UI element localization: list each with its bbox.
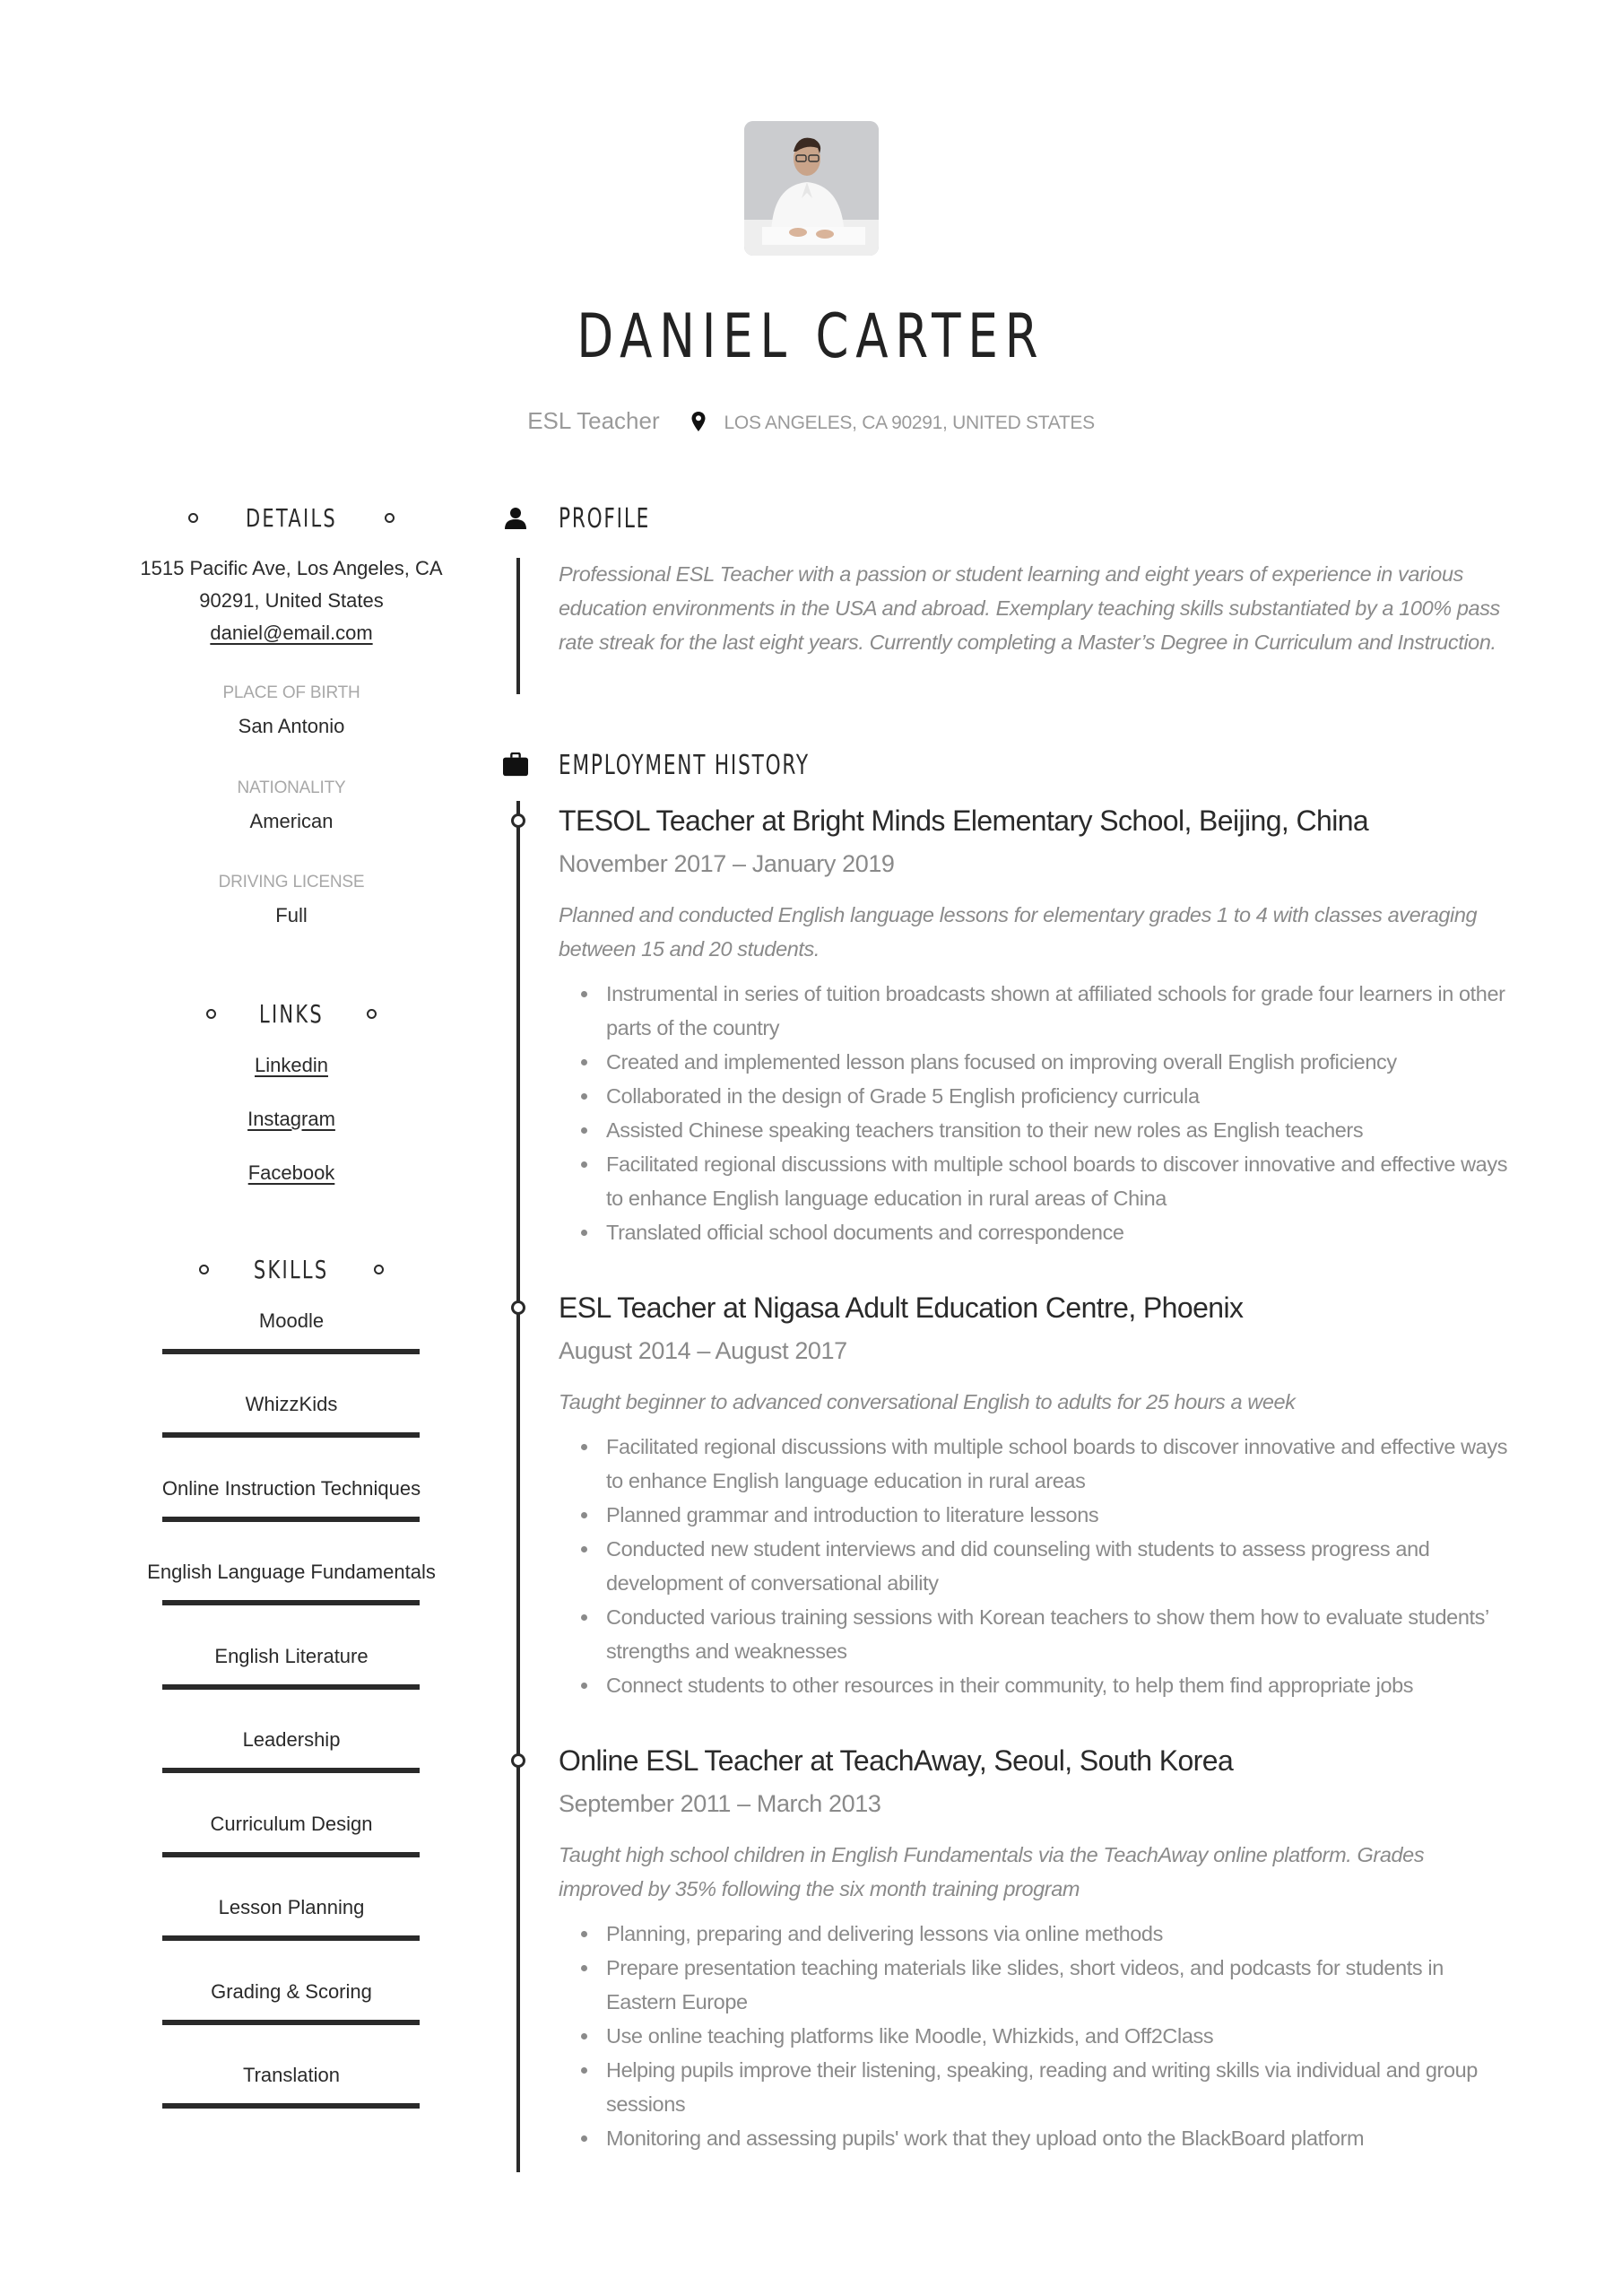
timeline-node bbox=[511, 1300, 525, 1315]
ring-icon bbox=[374, 1265, 384, 1274]
skill-item bbox=[134, 2060, 448, 2091]
detail-value: Full bbox=[275, 904, 308, 926]
skill-item bbox=[134, 1892, 448, 1923]
detail-place-of-birth bbox=[134, 680, 448, 743]
ring-icon bbox=[199, 1265, 209, 1274]
skills-heading: SKILLS bbox=[134, 1251, 448, 1287]
job-title: ESL Teacher at Nigasa Adult Education Centre, Phoenix bbox=[559, 1292, 1244, 1324]
briefcase-icon bbox=[502, 752, 529, 778]
bullet-item: Conducted various training sessions with Korean teachers to show them how to evaluate students’ strengths and weaknesses bbox=[606, 1600, 1509, 1668]
skill-name: Leadership bbox=[242, 1728, 341, 1751]
bullet-item: Monitoring and assessing pupils' work that they upload onto the BlackBoard platform bbox=[606, 2121, 1509, 2155]
portrait-image bbox=[744, 121, 879, 256]
job-entry bbox=[559, 1288, 1509, 1702]
address-line-1: 1515 Pacific Ave, Los Angeles, CA bbox=[140, 557, 443, 579]
profile-photo bbox=[744, 121, 879, 256]
location-pin-icon bbox=[691, 409, 706, 429]
skill-item bbox=[134, 1389, 448, 1420]
bullet-item: Facilitated regional discussions with multiple school boards to discover innovative and effective ways to enhance English language education in rural areas bbox=[606, 1430, 1509, 1498]
bullet-item: Conducted new student interviews and did counseling with students to assess progress and development of conversational ability bbox=[606, 1532, 1509, 1600]
bullet-item: Instrumental in series of tuition broadcasts shown at affiliated schools for grade four learners in other parts of the country bbox=[606, 977, 1509, 1045]
bullet-item: Prepare presentation teaching materials like slides, short videos, and podcasts for students in Eastern Europe bbox=[606, 1951, 1509, 2019]
link-linkedin-row bbox=[134, 1049, 448, 1082]
skill-item bbox=[134, 1725, 448, 1755]
skill-level-bar bbox=[162, 1935, 420, 1941]
job-summary: Taught beginner to advanced conversational English to adults for 25 hours a week bbox=[559, 1390, 1296, 1413]
job-bullets bbox=[559, 1430, 1509, 1702]
skill-item bbox=[134, 1641, 448, 1672]
skill-level-bar bbox=[162, 1768, 420, 1773]
employment-heading: EMPLOYMENT HISTORY bbox=[502, 745, 907, 785]
link-linkedin[interactable]: Linkedin bbox=[255, 1054, 328, 1076]
ring-icon bbox=[367, 1009, 377, 1019]
address-block bbox=[134, 552, 448, 649]
skill-name: Moodle bbox=[258, 1309, 325, 1332]
profile-summary: Professional ESL Teacher with a passion or student learning and eight years of experience in various education environments in the USA and abroad. Exemplary teaching skills substantiated by a 100% pass rate streak for the last eight years. Currently completing a Master’s Degree in Curriculum and Instruction. bbox=[559, 562, 1500, 654]
link-instagram[interactable]: Instagram bbox=[247, 1108, 335, 1130]
skill-level-bar bbox=[162, 2103, 420, 2109]
skill-item bbox=[134, 1977, 448, 2007]
detail-label: PLACE OF BIRTH bbox=[222, 683, 360, 702]
skill-level-bar bbox=[162, 1517, 420, 1522]
job-entry bbox=[559, 801, 1509, 1249]
job-title: ESL Teacher bbox=[527, 407, 660, 434]
job-entry bbox=[559, 1741, 1509, 2155]
skill-level-bar bbox=[162, 1600, 420, 1605]
job-title: TESOL Teacher at Bright Minds Elementary School, Beijing, China bbox=[559, 804, 1369, 837]
skill-item bbox=[134, 1809, 448, 1839]
header-subline bbox=[0, 405, 1622, 439]
skill-name: English Language Fundamentals bbox=[147, 1561, 436, 1583]
profile-heading: PROFILE bbox=[502, 499, 686, 538]
skill-item bbox=[134, 1474, 448, 1504]
skill-item bbox=[134, 1306, 448, 1336]
timeline-node bbox=[511, 1753, 525, 1768]
job-bullets bbox=[559, 1917, 1509, 2155]
bullet-item: Use online teaching platforms like Moodle, Whizkids, and Off2Class bbox=[606, 2019, 1509, 2053]
skill-name: Lesson Planning bbox=[218, 1896, 365, 1918]
skill-name: Translation bbox=[242, 2064, 340, 2086]
job-dates: September 2011 – March 2013 bbox=[559, 1790, 881, 1817]
job-summary: Planned and conducted English language lessons for elementary grades 1 to 4 with classes averaging between 15 and 20 students. bbox=[559, 903, 1478, 961]
candidate-name: DANIEL CARTER bbox=[577, 301, 1045, 372]
person-icon bbox=[502, 505, 529, 532]
bullet-item: Planned grammar and introduction to literature lessons bbox=[606, 1498, 1509, 1532]
skill-level-bar bbox=[162, 1684, 420, 1690]
link-instagram-row bbox=[134, 1103, 448, 1135]
bullet-item: Helping pupils improve their listening, speaking, reading and writing skills via individual and group sessions bbox=[606, 2053, 1509, 2121]
details-heading: DETAILS bbox=[134, 500, 448, 535]
location-text: LOS ANGELES, CA 90291, UNITED STATES bbox=[724, 413, 1095, 433]
bullet-item: Assisted Chinese speaking teachers transition to their new roles as English teachers bbox=[606, 1113, 1509, 1147]
skill-level-bar bbox=[162, 2020, 420, 2025]
bullet-item: Created and implemented lesson plans focused on improving overall English proficiency bbox=[606, 1045, 1509, 1079]
detail-label: DRIVING LICENSE bbox=[218, 873, 365, 891]
skill-name: Online Instruction Techniques bbox=[161, 1477, 421, 1500]
link-facebook[interactable]: Facebook bbox=[247, 1161, 335, 1184]
ring-icon bbox=[385, 513, 395, 523]
timeline-line bbox=[516, 801, 520, 2172]
detail-value: San Antonio bbox=[238, 715, 345, 737]
skill-name: Curriculum Design bbox=[210, 1813, 373, 1835]
timeline-node bbox=[511, 813, 525, 828]
ring-icon bbox=[206, 1009, 216, 1019]
bullet-item: Planning, preparing and delivering lessons via online methods bbox=[606, 1917, 1509, 1951]
address-line-2: 90291, United States bbox=[199, 589, 384, 612]
detail-driving-license bbox=[134, 869, 448, 932]
bullet-item: Connect students to other resources in their community, to help them find appropriate jobs bbox=[606, 1668, 1509, 1702]
links-heading: LINKS bbox=[134, 996, 448, 1031]
bullet-item: Collaborated in the design of Grade 5 English proficiency curricula bbox=[606, 1079, 1509, 1113]
skill-item bbox=[134, 1557, 448, 1587]
skill-level-bar bbox=[162, 1349, 420, 1354]
bullet-item: Translated official school documents and correspondence bbox=[606, 1215, 1509, 1249]
bullet-item: Facilitated regional discussions with multiple school boards to discover innovative and effective ways to enhance English language education in rural areas of China bbox=[606, 1147, 1509, 1215]
detail-nationality bbox=[134, 775, 448, 838]
job-dates: August 2014 – August 2017 bbox=[559, 1337, 847, 1364]
skill-name: English Literature bbox=[214, 1645, 369, 1667]
detail-value: American bbox=[249, 810, 334, 832]
skill-name: Grading & Scoring bbox=[211, 1980, 372, 2003]
email-link[interactable]: daniel@email.com bbox=[210, 622, 373, 644]
detail-label: NATIONALITY bbox=[237, 778, 346, 797]
profile-accent-bar bbox=[516, 558, 520, 694]
skill-level-bar bbox=[162, 1852, 420, 1857]
link-facebook-row bbox=[134, 1157, 448, 1189]
job-bullets bbox=[559, 977, 1509, 1249]
ring-icon bbox=[188, 513, 198, 523]
skill-level-bar bbox=[162, 1432, 420, 1438]
job-title: Online ESL Teacher at TeachAway, Seoul, South Korea bbox=[559, 1744, 1234, 1777]
skill-name: WhizzKids bbox=[245, 1393, 338, 1415]
job-dates: November 2017 – January 2019 bbox=[559, 850, 895, 877]
job-summary: Taught high school children in English Fundamentals via the TeachAway online platform. Grades improved by 35% following the six month training program bbox=[559, 1843, 1425, 1900]
